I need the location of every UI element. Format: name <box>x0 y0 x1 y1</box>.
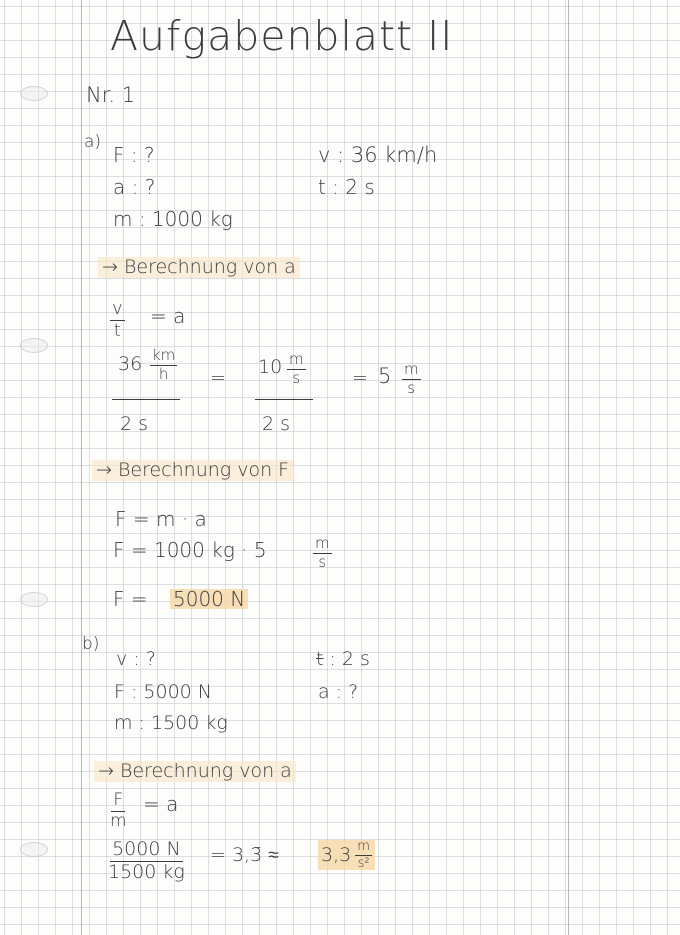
calc-approx-b: = 3,3̄ ≈ <box>210 844 279 866</box>
fraction-numerator: v <box>112 298 123 319</box>
main-fraction-bar-2 <box>255 399 313 400</box>
fraction-denominator: 1500 kg <box>108 860 185 883</box>
heading-calc-f: → Berechnung von F <box>92 460 293 481</box>
unit-denominator: s <box>318 552 327 571</box>
given-velocity-b: v : ? <box>116 648 156 670</box>
given-acceleration-b: a : ? <box>318 681 359 703</box>
page-title: Aufgabenblatt II <box>110 12 454 60</box>
punch-hole <box>20 842 48 857</box>
unit-m-per-s-squared <box>355 840 372 870</box>
fraction-f-over-m <box>110 792 127 831</box>
main-fraction-bar-1 <box>112 399 180 400</box>
unit-m-per-s-result <box>402 362 421 397</box>
unit-denominator: s <box>407 378 416 397</box>
calc-value-10: 10 <box>258 356 283 378</box>
given-mass-a: m : 1000 kg <box>113 207 233 231</box>
unit-m-per-s-f <box>313 536 332 571</box>
given-time-b <box>316 650 370 669</box>
unit-denominator: s <box>292 368 301 387</box>
part-a-label: a) <box>84 132 102 152</box>
punch-hole <box>20 592 48 607</box>
given-force-a: F : ? <box>113 143 155 167</box>
left-margin-line <box>81 0 82 935</box>
time-letter-corrected: t <box>316 648 324 670</box>
given-velocity-a: v : 36 km/h <box>318 143 438 167</box>
part-b-label: b) <box>82 634 100 654</box>
given-mass-b: m : 1500 kg <box>114 712 228 734</box>
result-acceleration-b <box>318 840 375 870</box>
fraction-denominator: m <box>110 810 127 831</box>
unit-numerator: m <box>315 534 330 552</box>
given-acceleration-a: a : ? <box>113 175 156 199</box>
unit-m-per-s <box>287 352 306 387</box>
formula-rhs-a: = a <box>150 304 186 328</box>
fraction-v-over-t <box>110 300 125 341</box>
formula-f-lhs: F = <box>113 587 148 611</box>
formula-f-substituted: F = 1000 kg · 5 <box>113 538 267 562</box>
given-force-b: F : 5000 N <box>114 681 213 703</box>
calc-value-36: 36 <box>118 353 143 375</box>
heading-calc-a-b: → Berechnung von a <box>94 761 296 782</box>
unit-denominator: h <box>158 364 169 383</box>
unit-numerator: m <box>289 350 304 368</box>
calc-fraction-b <box>108 840 185 883</box>
calc-denominator-2: 2 s <box>262 413 291 435</box>
calc-equals-1: = <box>210 367 226 389</box>
calc-result-5: 5 <box>378 364 392 388</box>
time-value: : 2 s <box>323 648 370 670</box>
exercise-number: Nr. 1 <box>86 83 136 107</box>
unit-numerator: m <box>404 360 419 378</box>
calc-equals-2: = <box>352 367 368 389</box>
punch-hole <box>20 338 48 353</box>
unit-numerator: m <box>357 838 370 854</box>
result-value: 3,3 <box>321 843 352 866</box>
fraction-denominator: t <box>113 319 121 341</box>
formula-rhs-b: = a <box>143 792 179 816</box>
unit-numerator: km <box>152 346 176 364</box>
heading-calc-a: → Berechnung von a <box>98 257 300 278</box>
right-margin-line <box>568 0 569 935</box>
given-time-a: t : 2 s <box>318 175 375 199</box>
fraction-numerator: F <box>113 790 124 810</box>
formula-f-ma: F = m · a <box>115 507 207 531</box>
unit-km-per-h <box>150 348 177 383</box>
punch-hole <box>20 86 48 101</box>
calc-denominator-1: 2 s <box>120 413 149 435</box>
result-force-a: 5000 N <box>170 589 248 609</box>
fraction-numerator: 5000 N <box>112 838 181 860</box>
unit-denominator: s² <box>357 855 370 871</box>
